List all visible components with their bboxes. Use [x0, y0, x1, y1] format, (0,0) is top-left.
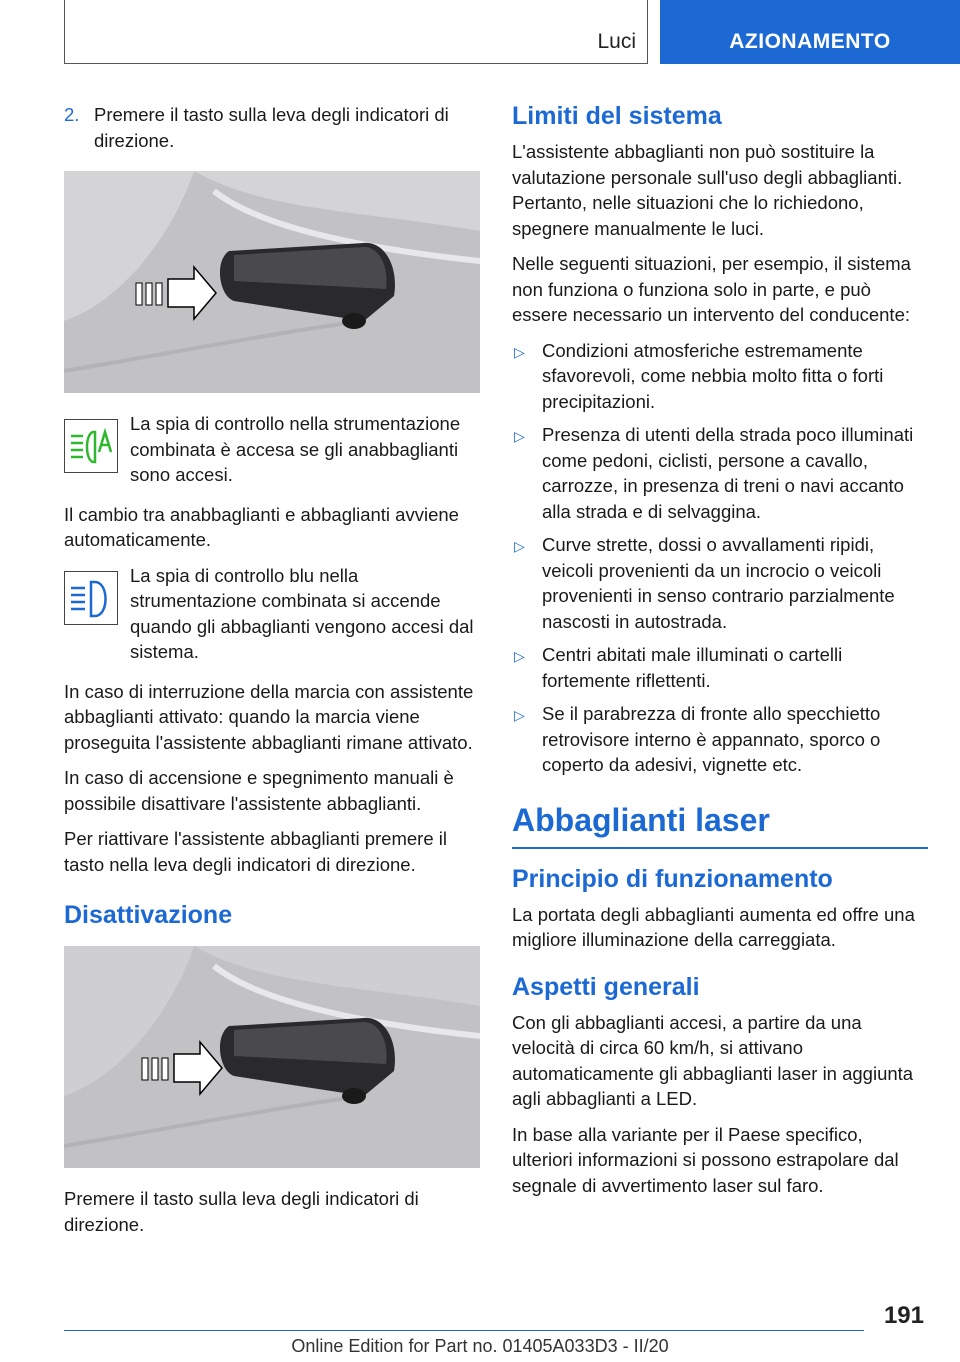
triangle-bullet-icon: ▷	[514, 428, 525, 444]
list-item-text: Curve strette, dossi o avvallamenti ripidi, veicoli provenienti da un incrocio o veicoli provenienti in senso contrario parzialmente nascosti in autostrada.	[542, 534, 895, 632]
lamp-info-low-beam	[64, 411, 480, 488]
list-item	[512, 338, 928, 415]
triangle-bullet-icon: ▷	[514, 538, 525, 554]
figure-caption: Premere il tasto sulla leva degli indicatori di direzione.	[64, 1188, 419, 1235]
heading-abbaglianti-laser: Abbaglianti laser	[512, 802, 928, 849]
paragraph-manual: In caso di accensione e spegnimento manuali è possibile disattivare l'assistente abbaglianti.	[64, 767, 454, 814]
turn-signal-lever-image	[64, 171, 480, 393]
lamp2-text: La spia di controllo blu nella strumentazione combinata si accende quando gli abbaglianti vengono accesi dal sistema.	[130, 564, 474, 662]
turn-signal-lever-image-2	[64, 946, 480, 1168]
heading-disattivazione: Disattivazione	[64, 901, 233, 929]
page-number: 191	[883, 1302, 924, 1329]
heading-limiti: Limiti del sistema	[512, 102, 722, 130]
high-beam-blue-icon	[64, 571, 118, 625]
paragraph-reactivate: Per riattivare l'assistente abbaglianti premere il tasto nella leva degli indicatori di direzione.	[64, 828, 447, 875]
list-item	[512, 701, 928, 778]
header-section-title: Luci	[597, 30, 636, 53]
high-beam-assistant-green-icon	[64, 419, 118, 473]
step-text: Premere il tasto sulla leva degli indicatori di direzione.	[94, 104, 449, 151]
header-box	[64, 0, 648, 64]
lamp1-text: La spia di controllo nella strumentazione combinata è accesa se gli anabbaglianti sono accesi.	[130, 413, 461, 485]
paragraph-principle: La portata degli abbaglianti aumenta ed offre una migliore illuminazione della carreggiata.	[512, 903, 915, 950]
paragraph-limits-2: Nelle seguenti situazioni, per esempio, il sistema non funziona o funziona solo in parte, e può essere necessario un intervento del conducente:	[512, 253, 911, 325]
paragraph-general-2: In base alla variante per il Paese specifico, ulteriori informazioni si possono estrapolare dal segnale di avvertimento laser sul faro.	[512, 1123, 899, 1196]
paragraph-general-1: Con gli abbaglianti accesi, a partire da una velocità di circa 60 km/h, si attivano automaticamente gli abbaglianti laser in aggiunta agli abbaglianti a LED.	[512, 1011, 914, 1109]
list-item-text: Condizioni atmosferiche estremamente sfavorevoli, come nebbia molto fitta o forti precipitazioni.	[542, 339, 884, 412]
list-item-text: Presenza di utenti della strada poco illuminati come pedoni, ciclisti, persone a cavallo, carrozze, in presenza di treni o navi accanto alla strada e di selvaggina.	[542, 424, 914, 522]
list-item	[512, 642, 928, 693]
lever-illustration	[64, 171, 480, 393]
left-column	[64, 102, 480, 1247]
paragraph-limits-1: L'assistente abbaglianti non può sostituire la valutazione personale sull'uso degli abbaglianti. Pertanto, nelle situazioni che lo richiedono, spegnere manualmente le luci.	[512, 141, 903, 239]
lever-illustration-2	[64, 946, 480, 1168]
list-item	[512, 532, 928, 634]
step-number: 2.	[64, 104, 80, 125]
triangle-bullet-icon: ▷	[514, 648, 525, 664]
footer-divider	[64, 1330, 864, 1331]
list-item-text: Centri abitati male illuminati o cartelli fortemente riflettenti.	[542, 644, 843, 691]
footer-edition: Online Edition for Part no. 01405A033D3 - II/20	[291, 1336, 669, 1356]
triangle-bullet-icon: ▷	[514, 343, 525, 360]
triangle-bullet-icon: ▷	[514, 707, 525, 723]
heading-aspetti-generali: Aspetti generali	[512, 972, 700, 1001]
header-chapter-tab: AZIONAMENTO	[660, 0, 960, 64]
heading-principio: Principio di funzionamento	[512, 864, 833, 893]
lamp-info-high-beam	[64, 563, 480, 665]
paragraph-switch: Il cambio tra anabbaglianti e abbaglianti avviene automaticamente.	[64, 503, 459, 550]
paragraph-interruption: In caso di interruzione della marcia con assistente abbaglianti attivato: quando la marcia viene proseguita l'assistente abbaglianti rimane attivato.	[64, 680, 474, 753]
right-column	[512, 102, 928, 1208]
step-item	[64, 102, 480, 153]
list-item-text: Se il parabrezza di fronte allo specchietto retrovisore interno è appannato, sporco o coperto da adesivi, vignette etc.	[542, 703, 881, 775]
limits-list	[512, 338, 928, 778]
list-item	[512, 422, 928, 524]
